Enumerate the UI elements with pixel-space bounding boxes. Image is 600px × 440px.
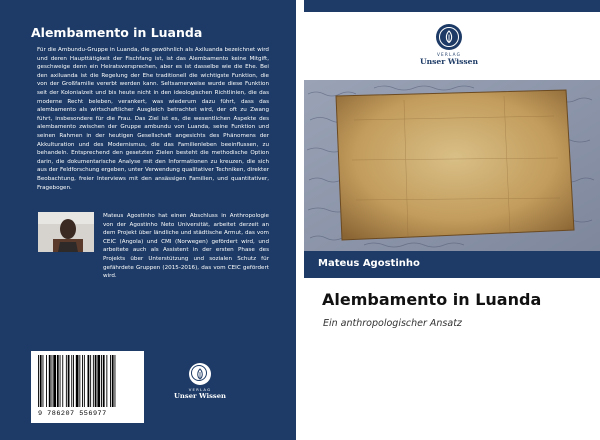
publisher-logo-front: [414, 24, 484, 66]
owl-icon: [436, 24, 462, 50]
book-blurb: Für die Ambundu-Gruppe in Luanda, die gewöhnlich als Axiluanda bezeichnet wird und deren Haupttätigkeit der Fischfang ist, ist das Alembamento keine Mitgift, geschweige denn ein Heiratsversprechen, aber es ist dasselbe wie die Ehe. Bei den axiluanda ist die Regelung der Ehe traditionell die wichtigste Funktion, die von der Großfamilie vererbt werden kann. Seltsamerweise wurde diese Funktion seit der Kolonialzeit und bis heute nicht in den ideologischen Richtlinien, die das moderne Recht beleben, verankert, was wiederum dazu führt, dass das alembamento als wirtschaftlicher Ausgleich betrachtet wird, der oft zu Zwang führt, insbesondere für die Frau. Das Ziel ist es, die wesentlichen Aspekte des alembamento zwischen der Gruppe ambundu von Luanda, seine Funktion und seinen Rahmen in der heutigen Gesellschaft angesichts des Phänomens der Akkulturation und des Modernismus, die das Familienleben beeinflussen, zu behandeln. Entsprechend den gesetzten Zielen besteht die methodische Option darin, die dokumentarische Analyse mit den Informationen zu kreuzen, die sich aus der Feldforschung ergeben, unter Verwendung qualitativer Techniken, direkter Beobachtung, freier Interviews mit den ansässigen Familien, und quantitativer, Fragebogen.: [37, 47, 269, 191]
publisher-name: Unser Wissen: [174, 392, 226, 400]
owl-icon: [189, 363, 211, 385]
back-cover: [0, 0, 296, 440]
front-title: Alembamento in Luanda: [322, 290, 542, 309]
publisher-name: Unser Wissen: [419, 57, 479, 66]
isbn-digits: 9 786207 556977: [38, 410, 107, 418]
back-cover-title: Alembamento in Luanda: [31, 25, 203, 40]
spine: [296, 0, 304, 440]
front-subtitle: Ein anthropologischer Ansatz: [323, 318, 462, 329]
author-bio: Mateus Agostinho hat einen Abschluss in Anthropologie von der Agostinho Neto Universität, arbeitet derzeit an dem Projekt über ländliche und städtische Armut, das vom CEIC (Angola) und CMI (Norwegen) gefördert wird, und arbeitete auch als Assistent in der ersten Phase des Projekts über Unterstützung und sozialen Schutz für gefährdete Gruppen (2015-2016), das vom CEIC gefördert wird.: [103, 213, 269, 280]
publisher-verlag: VERLAG: [436, 52, 462, 57]
author-photo: [38, 212, 94, 252]
cover-photo-parchment: [304, 80, 600, 251]
isbn-barcode: [31, 351, 144, 423]
publisher-logo-back: [168, 363, 232, 409]
front-author-name: Mateus Agostinho: [318, 258, 420, 269]
publisher-verlag: VERLAG: [188, 387, 212, 392]
front-top-bar: [304, 0, 600, 12]
